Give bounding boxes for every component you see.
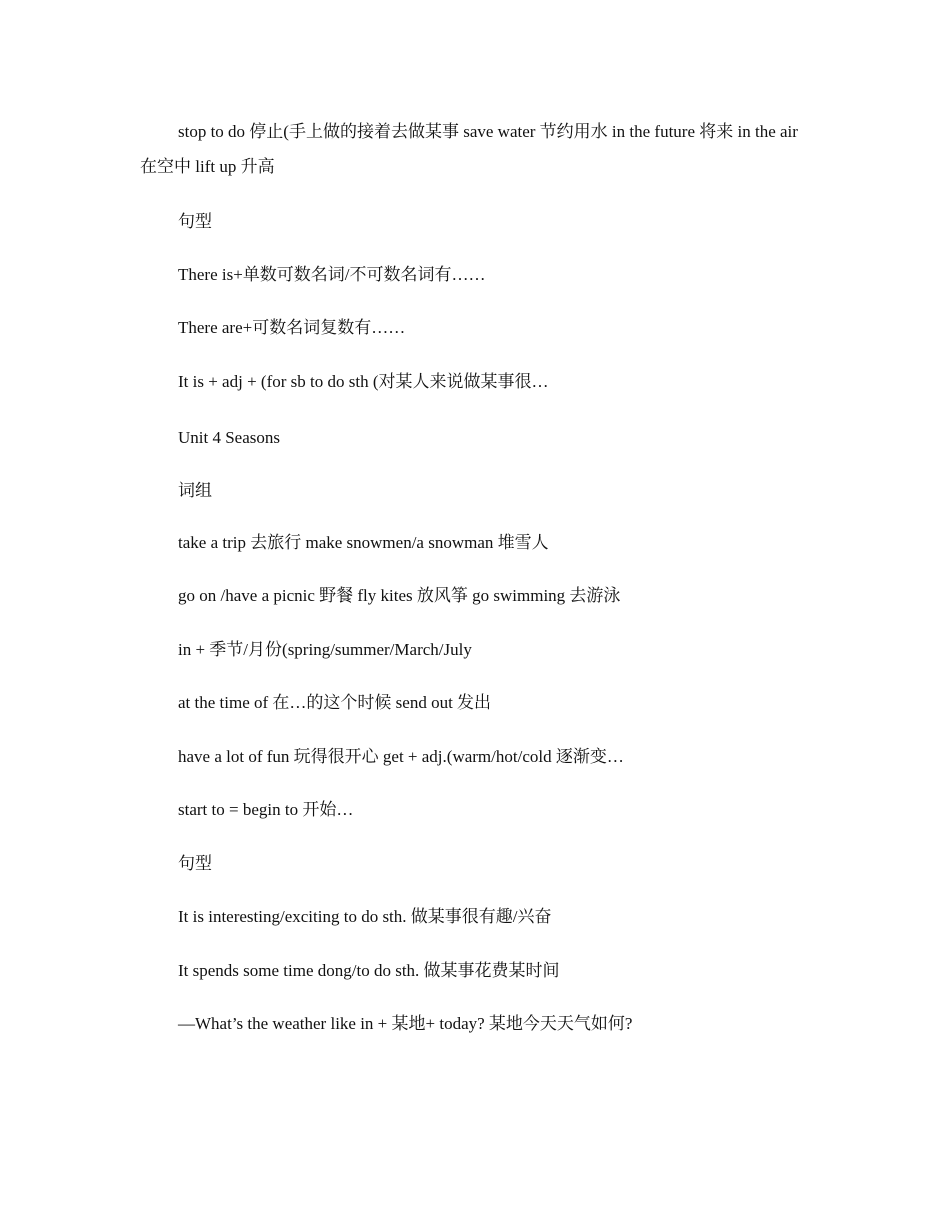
- text-line: at the time of 在…的这个时候 send out 发出: [178, 693, 492, 712]
- section-heading-sentence-patterns: 句型: [178, 212, 212, 231]
- text-line: start to = begin to 开始…: [178, 800, 354, 819]
- text-line: —What’s the weather like in + 某地+ today? 某地今天天气如何?: [178, 1014, 633, 1033]
- section-heading-sentence-patterns: 句型: [178, 854, 212, 873]
- text-line: There is+单数可数名词/不可数名词有……: [178, 265, 486, 284]
- text-line: in + 季节/月份(spring/summer/March/July: [178, 640, 472, 659]
- text-line: There are+可数名词复数有……: [178, 318, 406, 337]
- text-line: It spends some time dong/to do sth. 做某事花费某时间: [178, 961, 560, 980]
- unit-heading: Unit 4 Seasons: [178, 428, 280, 447]
- text-line: have a lot of fun 玩得很开心 get + adj.(warm/hot/cold 逐渐变…: [178, 747, 624, 766]
- text-line: It is interesting/exciting to do sth. 做某事很有趣/兴奋: [178, 907, 552, 926]
- text-line: go on /have a picnic 野餐 fly kites 放风筝 go swimming 去游泳: [178, 586, 621, 605]
- text-line: It is + adj + (for sb to do sth (对某人来说做某事很…: [178, 372, 549, 391]
- paragraph-phrases-continued: stop to do 停止(手上做的接着去做某事 save water 节约用水 in the future 将来 in the air 在空中 lift up 升高: [140, 122, 798, 176]
- text-line: take a trip 去旅行 make snowmen/a snowman 堆雪人: [178, 533, 549, 552]
- section-heading-phrases: 词组: [178, 481, 212, 500]
